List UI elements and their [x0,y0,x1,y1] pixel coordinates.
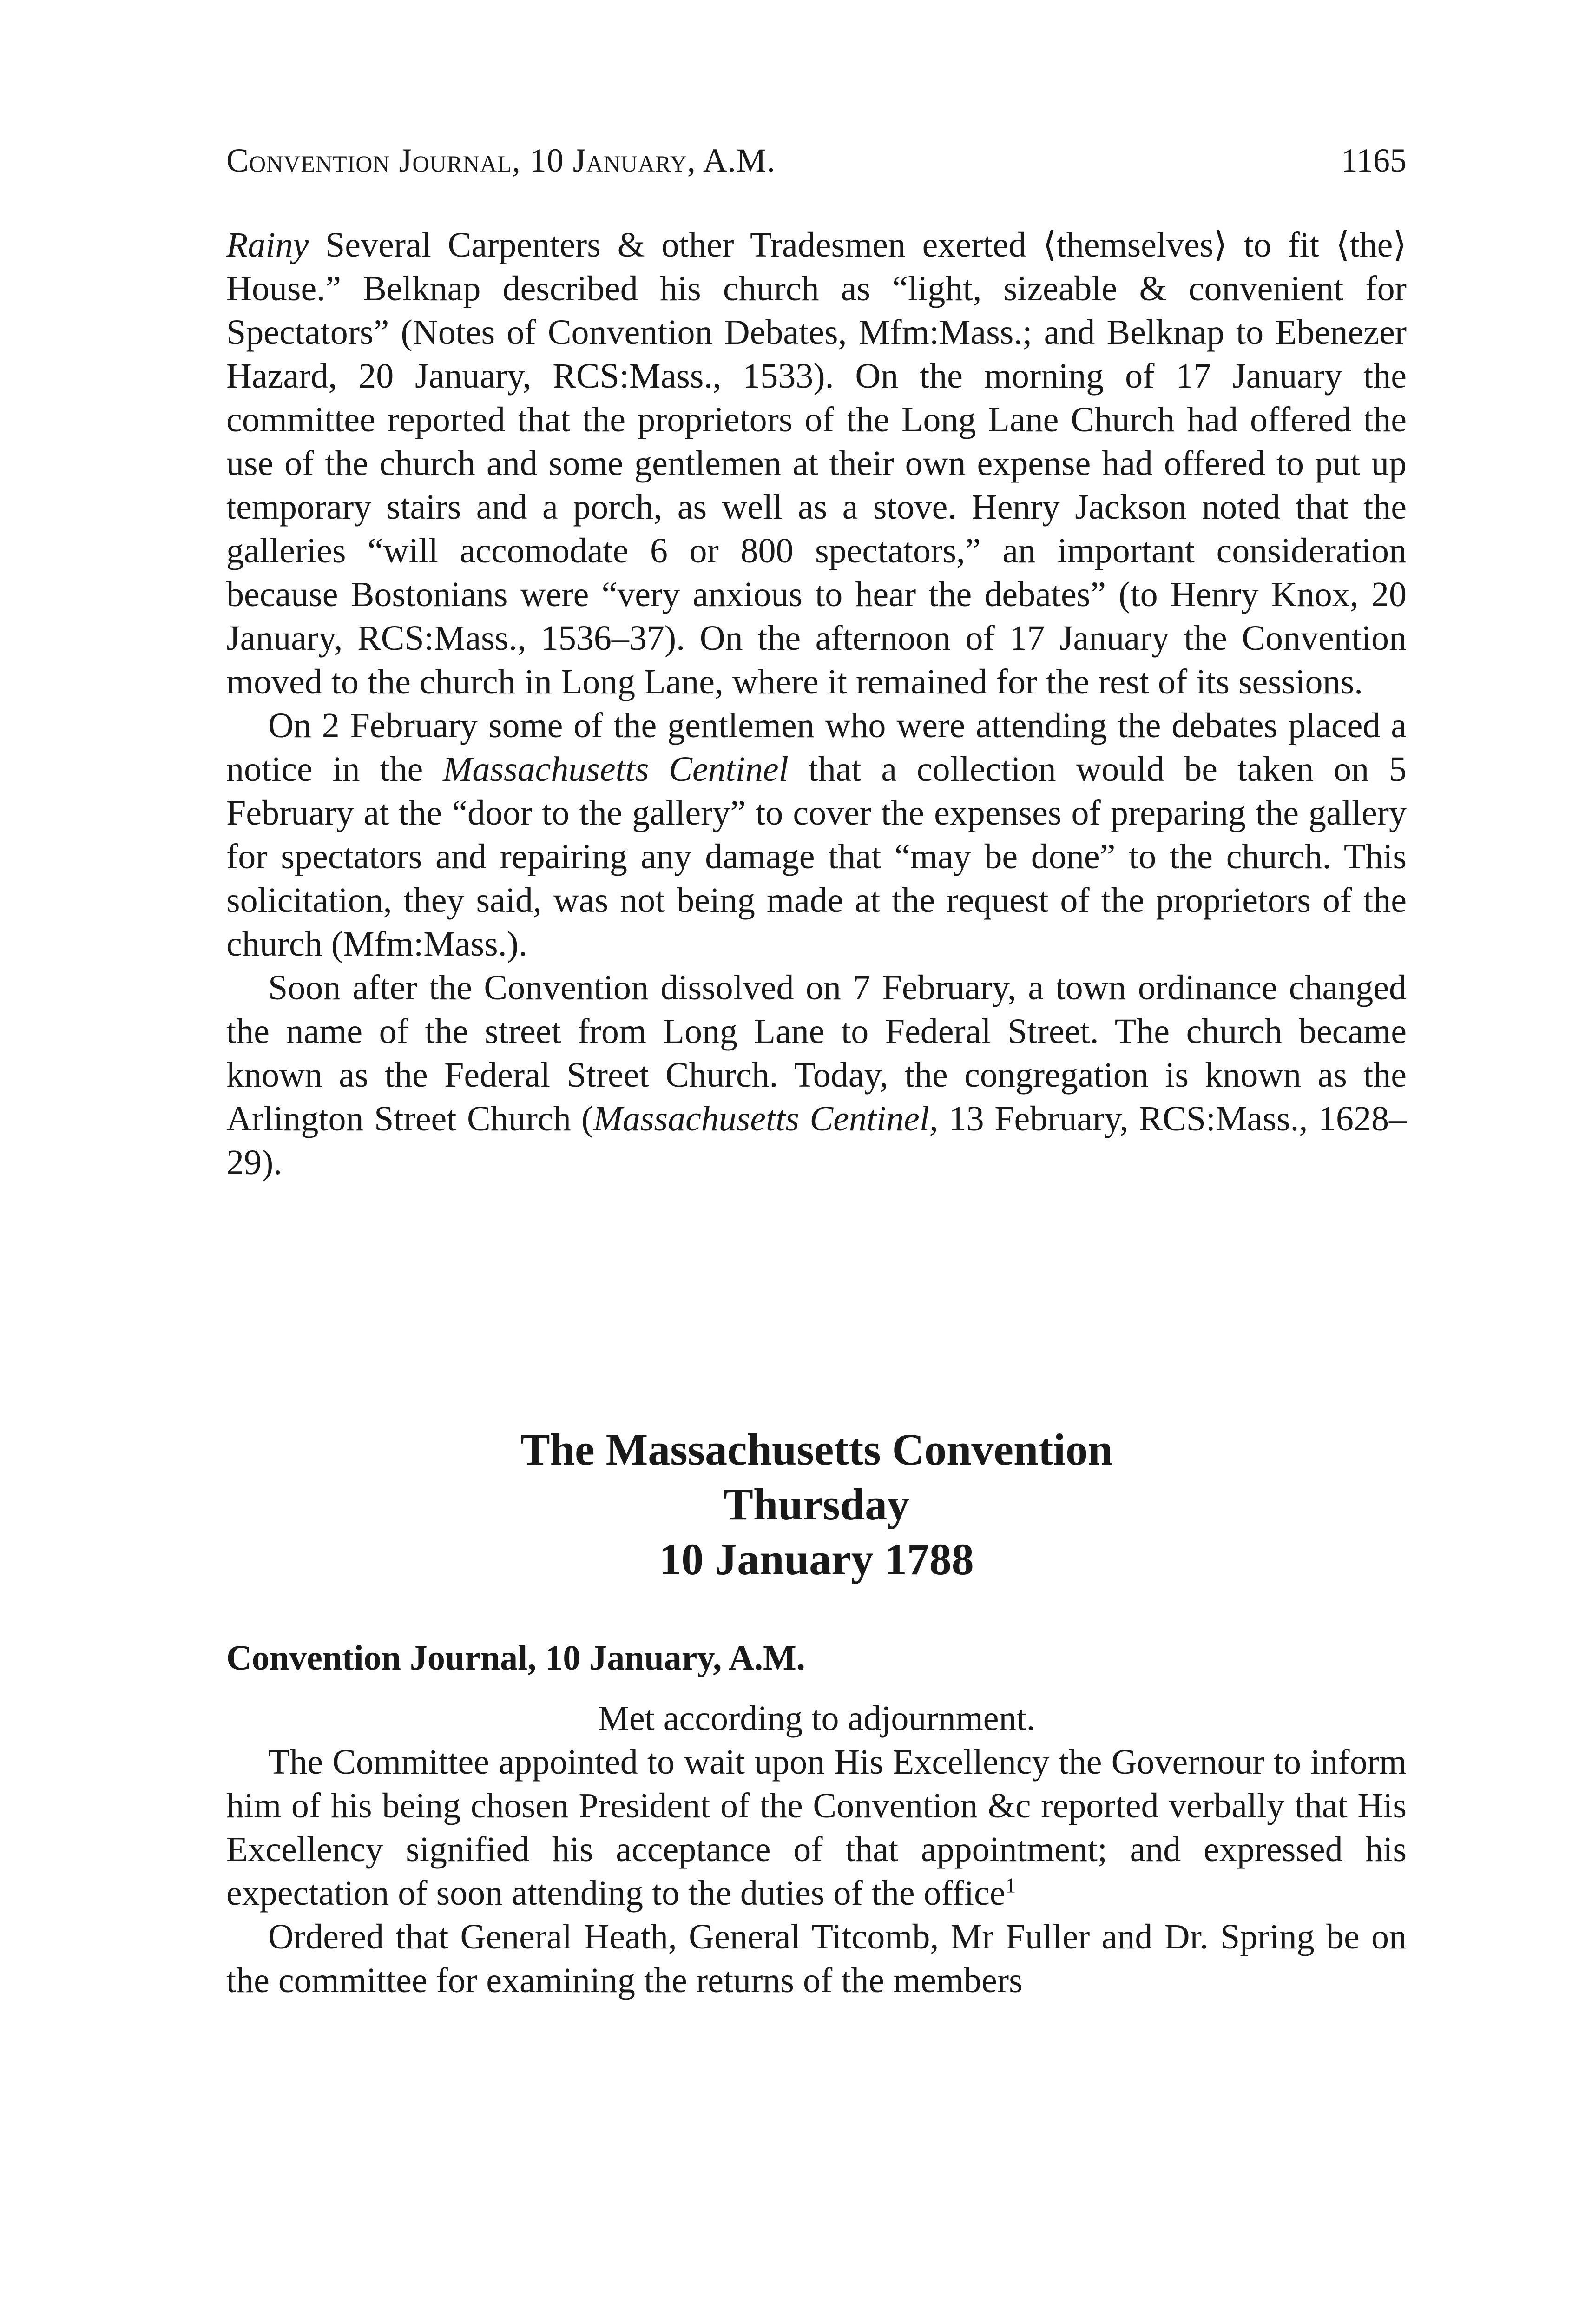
page-header [226,135,1407,186]
note-paragraph-2 [226,704,1407,966]
title-line-3: 10 January 1788 [659,1534,974,1584]
italic-rainy: Rainy [226,225,309,264]
running-head: Convention Journal, 10 January, A.M. [226,142,776,179]
title-line-2: Thursday [723,1479,910,1529]
journal-paragraph-1 [226,1740,1407,1915]
note-paragraph-3-a: Soon after the Convention dissolved on 7 February, a town ordinance changed the name of the street from Long Lane to Federal Street. The church became known as the Federal Street Church. Today, the congregation is known as the Arlington Street Church ( [226,968,1407,1138]
note-paragraph-2-a: On 2 February some of the gentlemen who were attending the debates placed a notice in the [226,706,1407,789]
page-number: 1165 [1341,142,1407,179]
journal-met-line: Met according to adjournment. [598,1699,1035,1738]
journal-paragraph-1-text: The Committee appointed to wait upon His Excellency the Governour to inform him of his being chosen President of the Convention &c reported verbally that His Excellency signified his acceptance of that appointment; and expressed his expectation of soon attending to the duties of the office [226,1743,1407,1913]
note-paragraph-2-b: that a collection would be taken on 5 February at the “door to the gallery” to cover the expenses of preparing the gallery for spectators and repairing any damage that “may be done” to the church. This solicitation, they said, was not being made at the request of the proprietors of the church (Mfm:Mass.). [226,750,1407,964]
note-paragraph-2-italic: Massachusetts Centinel [443,750,789,789]
footnote-marker: 1 [1005,1873,1016,1897]
title-line-1: The Massachusetts Convention [520,1425,1113,1474]
note-paragraph-3 [226,966,1407,1184]
journal-body [226,1697,1407,2002]
journal-heading: Convention Journal, 10 January, A.M. [226,1638,805,1677]
note-paragraph-3-b: 13 February, RCS:Mass., 1628–29). [226,1099,1407,1182]
section-title [226,1422,1407,1587]
note-paragraph-3-italic: Massachusetts Centinel, [593,1099,939,1138]
note-paragraph-1-text: Several Carpenters & other Tradesmen exerted ⟨themselves⟩ to fit ⟨the⟩ House.” Belknap described his church as “light, sizeable & convenient for Spectators” (Notes of Convention Debates, Mfm:Mass.; and Belknap to Ebenezer Hazard, 20 January, RCS:Mass., 1533). On the morning of 17 January the committee reported that the proprietors of the Long Lane Church had offered the use of the church and some gentlemen at their own expense had offered to put up temporary stairs and a porch, as well as a stove. Henry Jackson noted that the galleries “will accomodate 6 or 800 spectators,” an important consideration because Bostonians were “very anxious to hear the debates” (to Henry Knox, 20 January, RCS:Mass., 1536–37). On the afternoon of 17 January the Convention moved to the church in Long Lane, where it remained for the rest of its sessions. [226,225,1407,701]
note-paragraph-1 [226,223,1407,704]
journal-paragraph-2: Ordered that General Heath, General Titcomb, Mr Fuller and Dr. Spring be on the committee for examining the returns of the members [226,1917,1407,2000]
note-body [226,223,1407,1184]
